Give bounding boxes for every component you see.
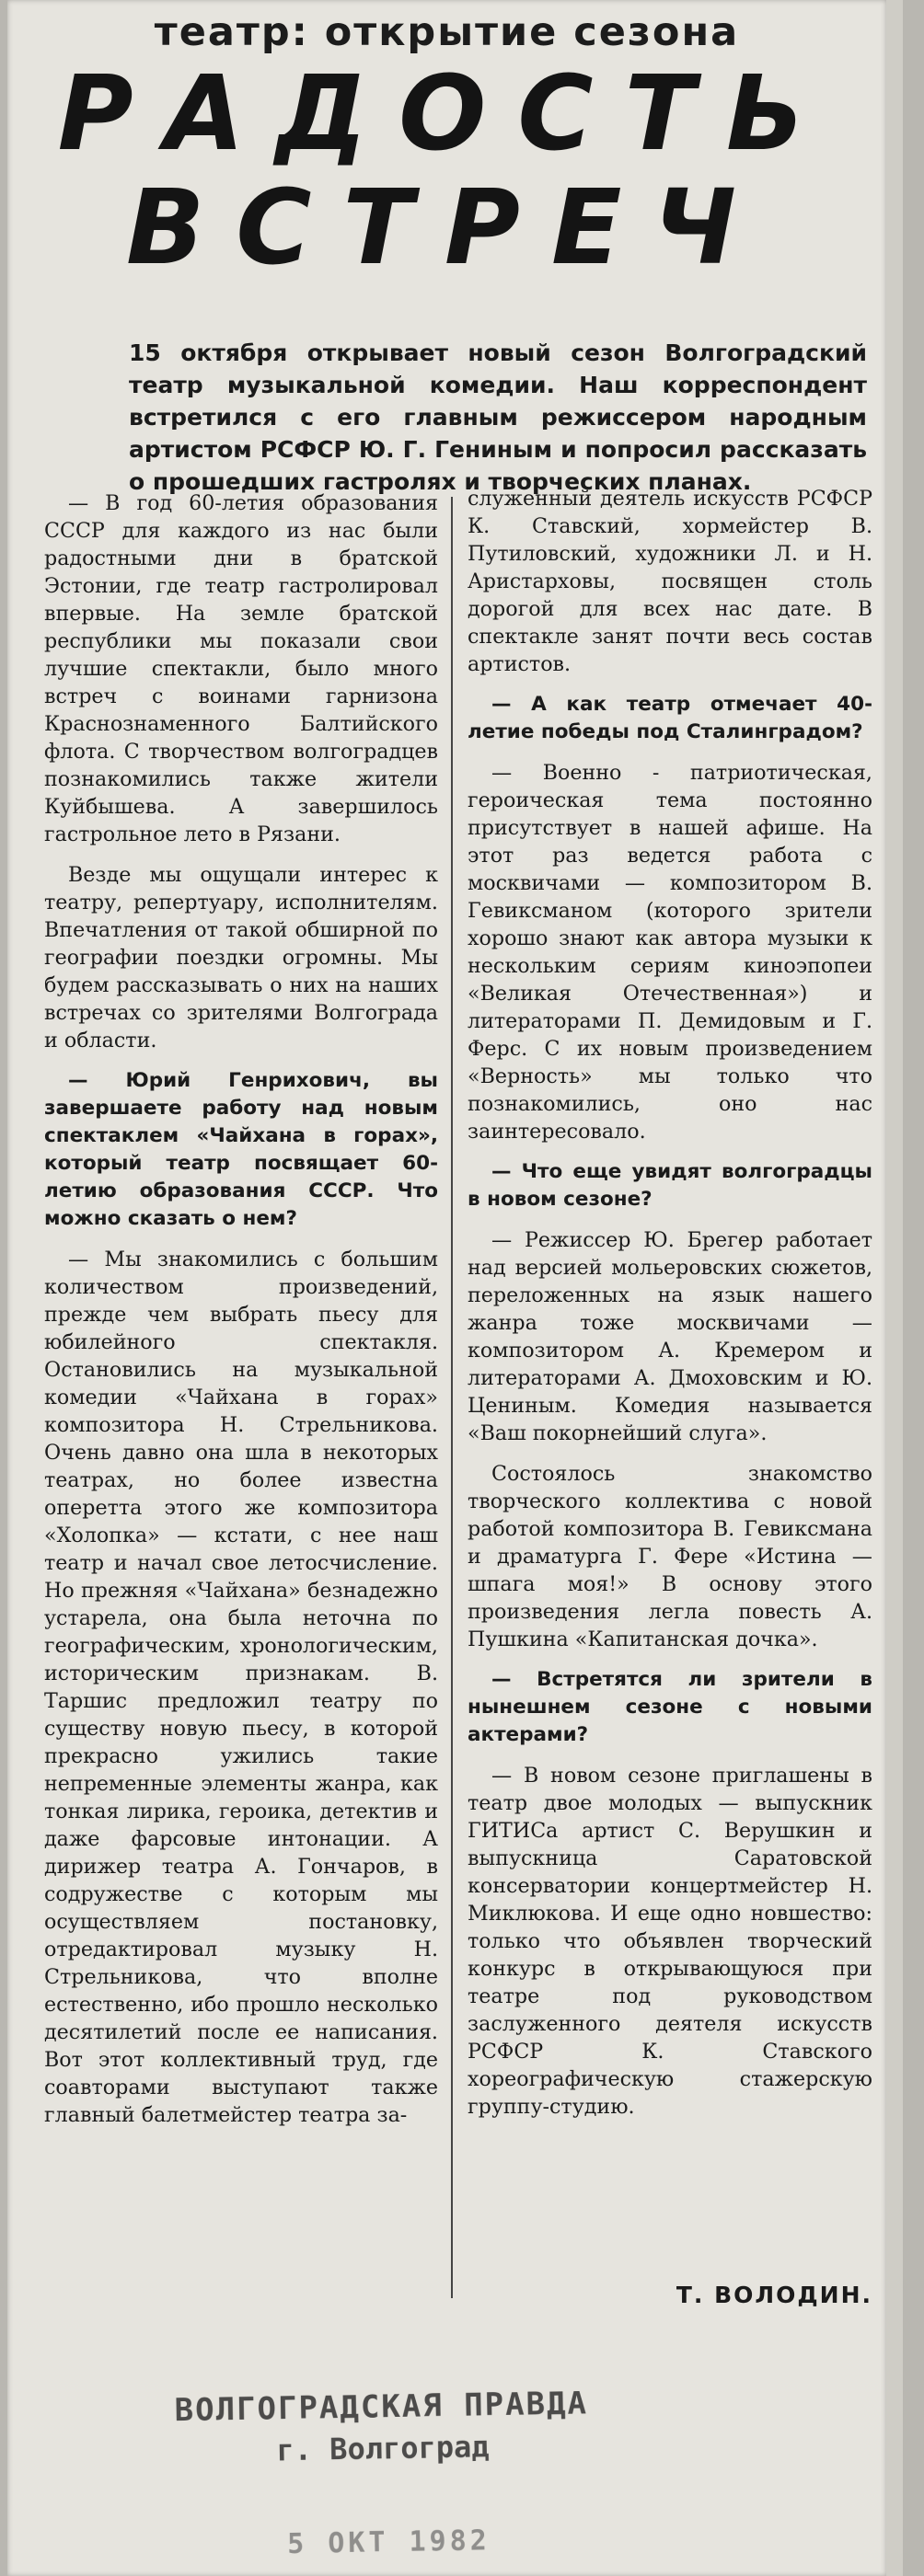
interview-question: — Встретятся ли зрители в нынешнем сезоне с новыми актерами? xyxy=(468,1668,872,1746)
stamp-date: 5 ОКТ 1982 xyxy=(286,2524,491,2561)
stamp-city: г. Волгоград xyxy=(276,2429,490,2468)
paragraph: — Военно - патриотическая, героическая тема постоянно присутствует в нашей афише. На этот раз ведется работа с москвичами — композитором В. Гевиксманом (которого зрители хорошо знают как автора музыки к нескольким сериям киноэпопеи «Великая Отечественная») и литераторами П. Демидовым и Г. Ферс. С их новым произведением «Верность» мы только что познакомились, оно нас заинтересовало. xyxy=(468,761,872,1144)
interview-question: — А как театр отмечает 40-летие победы под Сталинградом? xyxy=(468,693,872,743)
lead-paragraph: 15 октября открывает новый сезон Волгоградский театр музыкальной комедии. Наш корреспондент встретился с его главным режиссером народным артистом РСФСР Ю. Г. Гениным и попросил рассказать о прошедших гастролях и творческих планах. xyxy=(129,339,867,495)
column-divider xyxy=(451,497,453,2298)
paragraph: служенный деятель искусств РСФСР К. Ставский, хормейстер В. Путиловский, художники Л. и Н. Аристарховы, посвящен столь дорогой для всех нас дате. В спектакле занят почти весь состав артистов. xyxy=(468,487,872,676)
headline xyxy=(7,54,886,288)
paragraph: — В год 60-летия образования СССР для каждого из нас были радостными дни в братской Эстонии, где театр гастролировал впервые. На земле братской республики мы показали свои лучшие спектакли, было много встреч с воинами гарнизона Краснознаменного Балтийского флота. С творчеством волгоградцев познакомились также жители Куйбышева. А завершилось гастрольное лето в Рязани. xyxy=(44,491,438,846)
interview-question: — Юрий Генрихович, вы завершаете работу над новым спектаклем «Чайхана в горах», который театр посвящает 60-летию образования СССР. Что можно сказать о нем? xyxy=(44,1069,438,1230)
article-column-2 xyxy=(468,485,872,2133)
headline-line-2: ВСТРЕЧ xyxy=(125,168,768,288)
interview-question: — Что еще увидят волгоградцы в новом сезоне? xyxy=(468,1160,872,1211)
newspaper-stamp xyxy=(174,2385,617,2561)
paragraph: Везде мы ощущали интерес к театру, репертуару, исполнителям. Впечатления от такой обширной по географии поездки огромны. Мы будем рассказывать о них на наших встречах со зрителями Волгограда и области. xyxy=(44,863,438,1052)
paragraph: — Мы знакомились с большим количеством произведений, прежде чем выбрать пьесу для юбилейного спектакля. Остановились на музыкальной комедии «Чайхана в горах» композитора Н. Стрельникова. Очень давно она шла в некоторых театрах, но более известна оперетта этого же композитора «Холопка» — кстати, с нее наш театр и начал свое летосчисление. Но прежняя «Чайхана» безнадежно устарела, она была неточна по географическим, хронологическим, историческим признакам. В. Таршис предложил театру по существу новую пьесу, в которой прекрасно ужились такие непременные элементы жанра, как тонкая лирика, героика, детектив и даже фарсовые интонации. А дирижер театра А. Гончаров, в содружестве с которым мы осуществляем постановку, отредактировал музыку Н. Стрельникова, что вполне естественно, ибо прошло несколько десятилетий после ее написания. Вот этот коллективный труд, где соавторами выступают также главный балетмейстер театра за- xyxy=(44,1248,438,2127)
headline-line-1: РАДОСТЬ xyxy=(57,54,837,174)
paragraph: Состоялось знакомство творческого коллектива с новой работой композитора В. Гевиксмана и драматурга Г. Фере «Истина — шпага моя!» В основу этого произведения легла повесть А. Пушкина «Капитанская дочка». xyxy=(468,1462,872,1651)
author-signature: Т. ВОЛОДИН. xyxy=(676,2282,872,2308)
paragraph: — В новом сезоне приглашены в театр двое молодых — выпускник ГИТИСа артист С. Верушкин и выпускница Саратовской консерватории концертмейстер Н. Миклюкова. И еще одно новшество: только что объявлен творческий конкурс в открывающуюся при театре под руководством заслуженного деятеля искусств РСФСР К. Ставского хореографическую стажерскую группу-студию. xyxy=(468,1764,872,2119)
article-column-1 xyxy=(44,489,438,2142)
stamp-newspaper-name: ВОЛГОГРАДСКАЯ ПРАВДА xyxy=(174,2385,589,2430)
rubric: театр: открытие сезона xyxy=(154,9,740,55)
newspaper-clipping xyxy=(7,0,886,2576)
paragraph: — Режиссер Ю. Брегер работает над версией мольеровских сюжетов, переложенных на язык нашего жанра тоже москвичами — композитором А. Кремером и литераторами А. Дмоховским и Ю. Цениным. Комедия называется «Ваш покорнейший слуга». xyxy=(468,1228,872,1445)
